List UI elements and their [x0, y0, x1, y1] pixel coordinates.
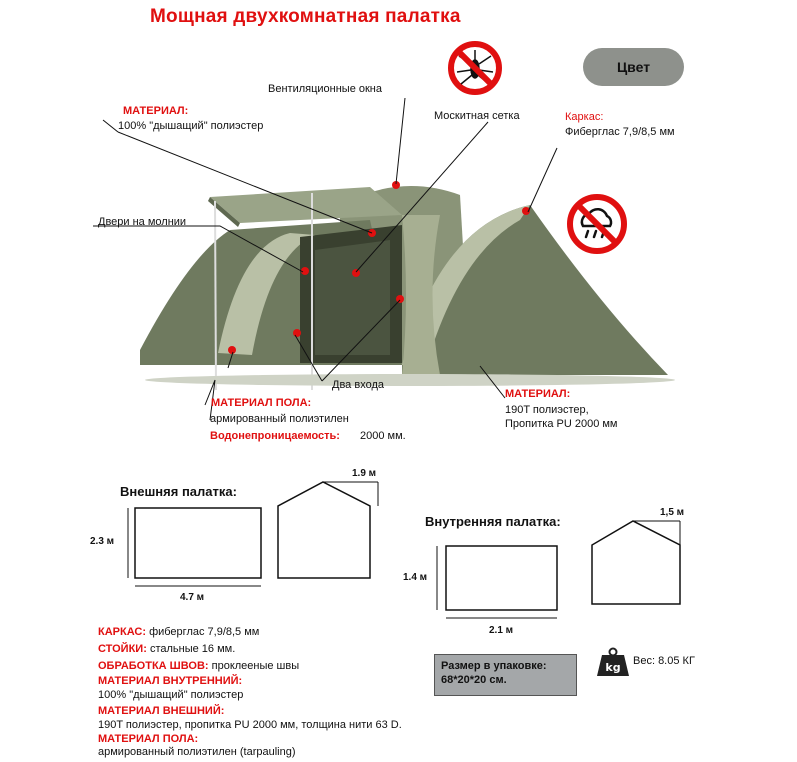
outer-tent-width: 1.9 м [352, 468, 377, 479]
inner-tent-side-rect [446, 546, 557, 610]
spec-inner-material-label: МАТЕРИАЛ ВНУТРЕННИЙ: [98, 675, 243, 687]
weight-kg-icon [596, 647, 630, 677]
spec-seams-value: проклееные швы [211, 660, 300, 672]
waterproof-label: Водонепроницаемость: [210, 430, 340, 442]
frame-callout-value: Фиберглас 7,9/8,5 мм [565, 126, 675, 138]
outer-tent-front [278, 482, 370, 578]
outer-tent-length: 4.7 м [180, 592, 205, 603]
spec-poles-label: СТОЙКИ: [98, 643, 147, 655]
frame-callout-label: Каркас: [565, 111, 604, 123]
spec-frame-value: фиберглас 7,9/8,5 мм [149, 626, 260, 638]
outer-tent-title: Внешняя палатка: [120, 484, 237, 499]
spec-floor-material-value: армированный полиэтилен (tarpauling) [98, 746, 296, 758]
mosquito-net-label: Москитная сетка [434, 110, 520, 122]
outer-tent-height: 2.3 м [90, 536, 115, 547]
spec-seams-label: ОБРАБОТКА ШВОВ: [98, 660, 209, 672]
spec-frame-label: КАРКАС: [98, 626, 146, 638]
spec-floor-material-label: МАТЕРИАЛ ПОЛА: [98, 733, 199, 745]
material-top-label: МАТЕРИАЛ: [123, 105, 189, 117]
floor-material-label: МАТЕРИАЛ ПОЛА: [211, 397, 312, 409]
inner-tent-width: 1,5 м [660, 507, 685, 518]
svg-text:kg: kg [605, 661, 621, 674]
package-size-box [434, 654, 577, 696]
material-right-line1: 190T полиэстер, [505, 404, 589, 416]
waterproof-value: 2000 мм. [360, 430, 406, 442]
package-size-label: Размер в упаковке: [441, 660, 547, 672]
inner-tent-title: Внутренняя палатка: [425, 514, 561, 529]
zip-doors-label: Двери на молнии [98, 216, 187, 228]
outer-tent-side-rect [135, 508, 261, 578]
material-right-label: МАТЕРИАЛ: [505, 388, 571, 400]
spec-inner-material-value: 100% "дышащий" полиэстер [98, 689, 244, 701]
two-entrances-label: Два входа [332, 379, 384, 391]
weight-label: Вес: 8.05 КГ [633, 655, 695, 667]
page-title: Мощная двухкомнатная палатка [150, 6, 461, 27]
spec-poles-value: стальные 16 мм. [149, 643, 236, 655]
spec-outer-material-value: 190T полиэстер, пропитка PU 2000 мм, толщина нити 63 D. [98, 719, 402, 731]
package-size-value: 68*20*20 см. [441, 674, 507, 686]
floor-material-value: армированный полиэтилен [210, 413, 349, 425]
material-right-line2: Пропитка PU 2000 мм [505, 418, 618, 430]
inner-tent-height: 1.4 м [403, 572, 428, 583]
vent-windows-label: Вентиляционные окна [268, 83, 383, 95]
color-badge: Цвет [583, 48, 684, 86]
material-top-value: 100% "дышащий" полиэстер [118, 120, 264, 132]
inner-tent-front [592, 521, 680, 604]
inner-tent-length: 2.1 м [489, 625, 514, 636]
spec-outer-material-label: МАТЕРИАЛ ВНЕШНИЙ: [98, 705, 225, 717]
